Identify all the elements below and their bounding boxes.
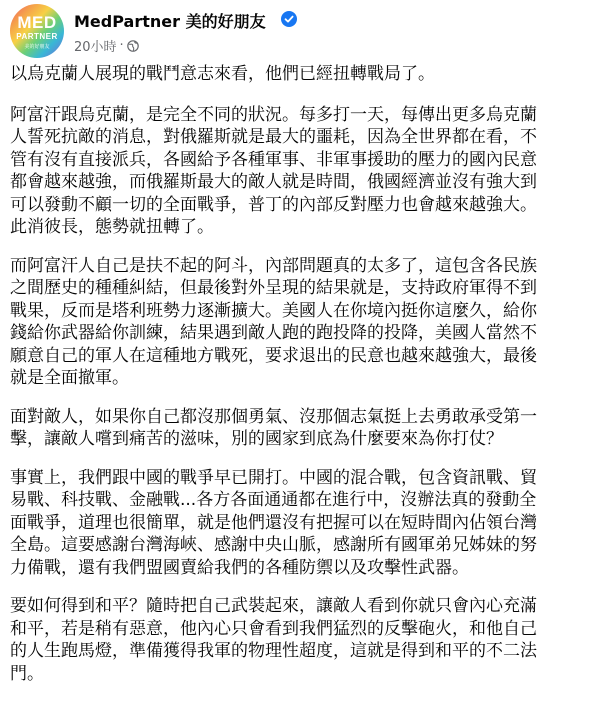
post-text-line: 錢給你武器給你訓練，結果遇到敵人跑的跑投降的投降，美國人當然不 (10, 323, 537, 343)
post-text-line: 戰果，反而是塔利班勢力逐漸擴大。美國人在你境內挺你這麼久，給你 (10, 300, 537, 321)
post-text-line: 可以發動不顧一切的全面戰爭，普丁的內部反對壓力也會越來越強大。 (10, 194, 537, 215)
globe-icon[interactable] (127, 40, 139, 52)
post-text-line: 的人生跑馬燈，準備獲得我軍的物理性超度，這就是得到和平的不二法 (10, 641, 537, 661)
post-text-line: 門。 (10, 663, 44, 684)
avatar-logo-line3: 美的好朋友 (24, 44, 50, 50)
page-avatar[interactable] (10, 4, 64, 58)
post-text-line: 全島。這要感謝台灣海峽、感謝中央山脈，感謝所有國軍弟兄姊妹的努 (10, 535, 537, 555)
post-paragraph (10, 467, 595, 580)
post-paragraph (10, 255, 595, 390)
meta-separator: · (119, 38, 124, 53)
post-text-line: 願意自己的軍人在這種地方戰死，要求退出的民意也越來越強大，最後 (10, 345, 537, 366)
post-paragraph (10, 595, 595, 685)
post-header (10, 4, 595, 58)
post-timestamp-link[interactable]: 20小時 (74, 40, 117, 55)
post-text-line: 擊，讓敵人嚐到痛苦的滋味，別的國家到底為什麼要來為你打仗？ (10, 429, 503, 449)
post-text-line: 都會越來越強，而俄羅斯最大的敵人就是時間，俄國經濟並沒有強大到 (10, 172, 537, 192)
post-body (10, 63, 595, 701)
post-paragraph (10, 104, 595, 239)
post-text-line: 人誓死抗敵的消息，對俄羅斯就是最大的噩耗，因為全世界都在看，不 (10, 127, 537, 147)
post-text-line: 事實上，我們跟中國的戰爭早已開打。中國的混合戰，包含資訊戰、貿 (10, 467, 537, 488)
post-text-line: 易戰、科技戰、金融戰...各方各面通通都在進行中，沒辦法真的發動全 (10, 490, 537, 510)
verified-badge-icon (281, 11, 297, 27)
post-text-line: 而阿富汗人自己是扶不起的阿斗，內部問題真的太多了，這包含各民族 (10, 255, 537, 276)
post-text-line: 面對敵人，如果你自己都沒那個勇氣、沒那個志氣挺上去勇敢承受第一 (10, 406, 537, 427)
post-text-line: 要如何得到和平？隨時把自己武裝起來，讓敵人看到你就只會內心充滿 (10, 596, 537, 616)
post-text-line: 面戰爭，道理也很簡單，就是他們還沒有把握可以在短時間內佔領台灣 (10, 512, 537, 533)
post-paragraph (10, 63, 595, 86)
post-text-line: 力備戰，還有我們盟國賣給我們的各種防禦以及攻擊性武器。 (10, 557, 469, 578)
post-text-line: 以烏克蘭人展現的戰鬥意志來看，他們已經扭轉戰局了。 (10, 64, 435, 84)
post-meta (74, 36, 139, 55)
post-text-line: 管有沒有直接派兵，各國給予各種軍事、非軍事援助的壓力的國內民意 (10, 149, 537, 170)
post-text-line: 此消彼長，態勢就扭轉了。 (10, 217, 214, 237)
post-text-line: 就是全面撤軍。 (10, 368, 129, 388)
post-text-line: 和平，若是稍有惡意，他內心只會看到我們猛烈的反擊砲火，和他自己 (10, 618, 537, 639)
page-name-link[interactable]: MedPartner 美的好朋友 (74, 12, 266, 31)
post-text-line: 之間歷史的種種糾結，但最後對外呈現的結果就是，支持政府軍得不到 (10, 278, 537, 298)
avatar-logo-line2: PARTNER (16, 32, 58, 41)
post-paragraph (10, 406, 595, 451)
post-text-line: 阿富汗跟烏克蘭，是完全不同的狀況。每多打一天，每傳出更多烏克蘭 (10, 104, 537, 125)
avatar-logo-line1: MED (17, 13, 57, 32)
